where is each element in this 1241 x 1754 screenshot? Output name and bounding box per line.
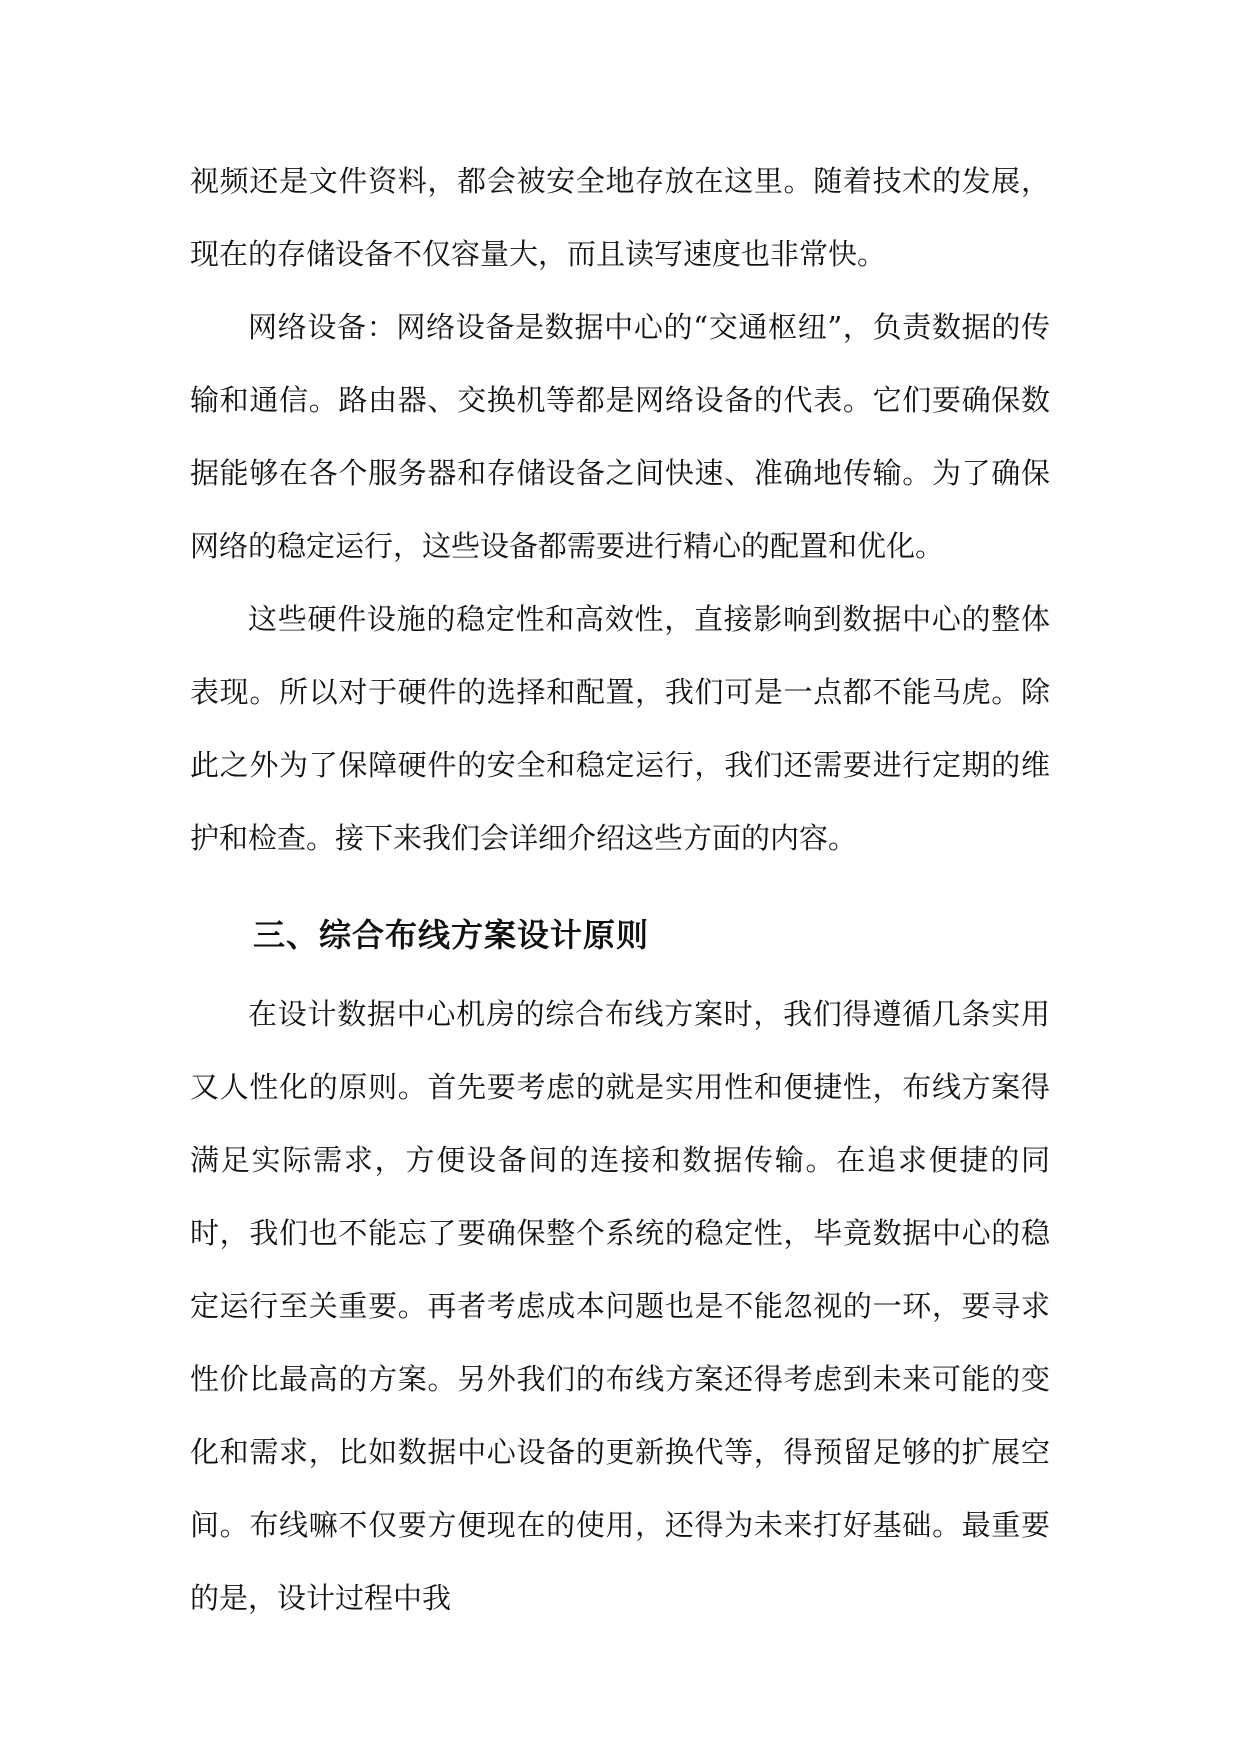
section-heading: 三、综合布线方案设计原则 — [253, 916, 650, 954]
paragraph-network-equipment: 网络设备：网络设备是数据中心的“交通枢纽”，负责数据的传输和通信。路由器、交换机等都是网络设备的代表。它们要确保数据能够在各个服务器和存储设备之间快速、准确地传输。为了确保网络的稳定运行，这些设备都需要进行精心的配置和优化。 — [190, 310, 1050, 563]
paragraph-hardware-summary: 这些硬件设施的稳定性和高效性，直接影响到数据中心的整体表现。所以对于硬件的选择和配置，我们可是一点都不能马虎。除此之外为了保障硬件的安全和稳定运行，我们还需要进行定期的维护和检查。接下来我们会详细介绍这些方面的内容。 — [190, 602, 1050, 855]
paragraph-cabling-principles: 在设计数据中心机房的综合布线方案时，我们得遵循几条实用又人性化的原则。首先要考虑的就是实用性和便捷性，布线方案得满足实际需求，方便设备间的连接和数据传输。在追求便捷的同时，我们也不能忘了要确保整个系统的稳定性，毕竟数据中心的稳定运行至关重要。再者考虑成本问题也是不能忽视的一环，要寻求性价比最高的方案。另外我们的布线方案还得考虑到未来可能的变化和需求，比如数据中心设备的更新换代等，得预留足够的扩展空间。布线嘛不仅要方便现在的使用，还得为未来打好基础。最重要的是，设计过程中我 — [190, 997, 1050, 1615]
document-body — [190, 145, 1050, 1635]
paragraph-continuation: 视频还是文件资料，都会被安全地存放在这里。随着技术的发展，现在的存储设备不仅容量大，而且读写速度也非常快。 — [190, 164, 1050, 271]
